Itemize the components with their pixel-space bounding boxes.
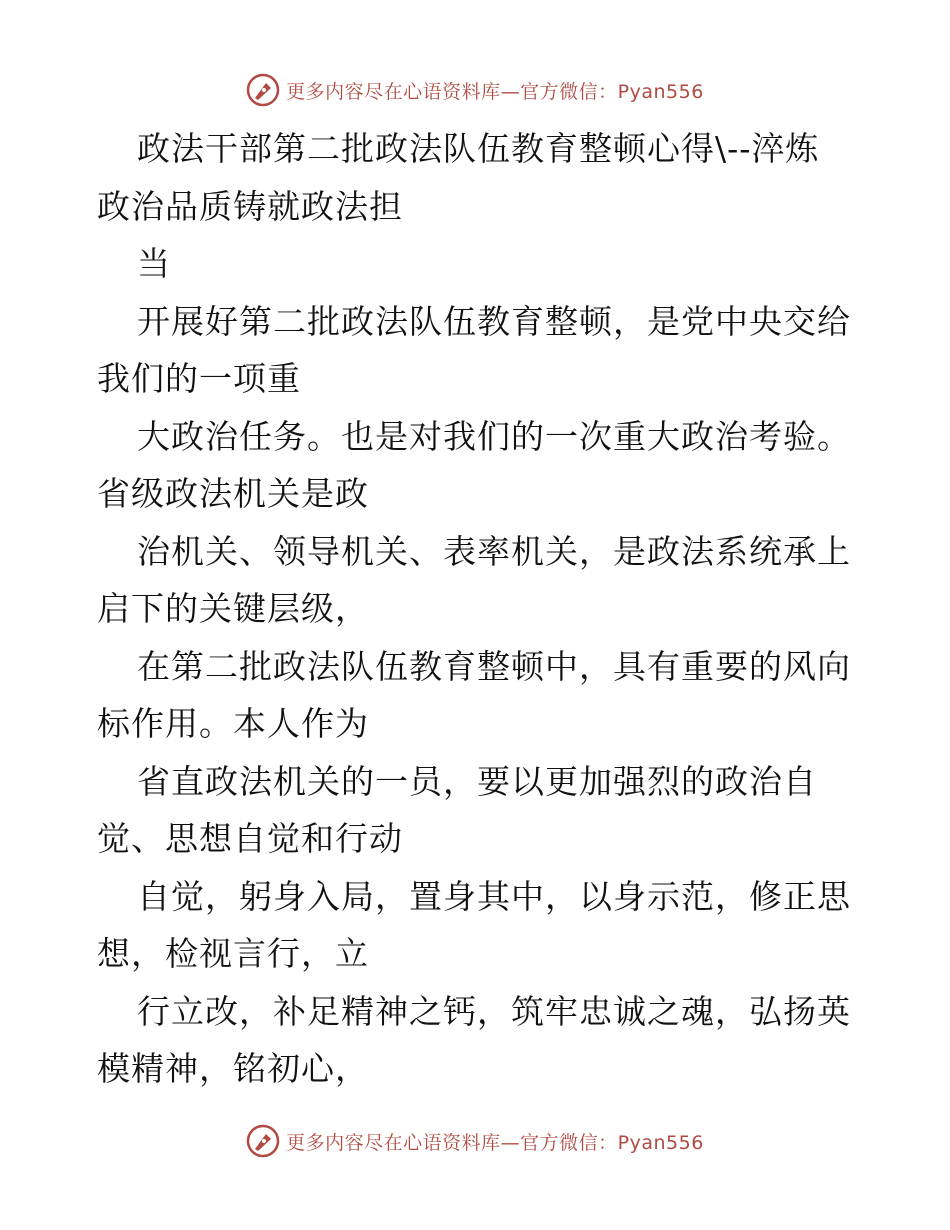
doc-line: 我们的一项重 bbox=[97, 359, 301, 398]
doc-line: 治机关、领导机关、表率机关，是政法系统承上 bbox=[137, 531, 851, 571]
header-banner-handle: Pyan556 bbox=[617, 80, 704, 103]
doc-line: 开展好第二批政法队伍教育整顿，是党中央交给 bbox=[137, 301, 851, 341]
doc-line: 启下的关键层级， bbox=[97, 589, 369, 628]
doc-line: 省直政法机关的一员，要以更加强烈的政治自 bbox=[137, 761, 817, 801]
pen-nib-logo-icon bbox=[246, 73, 280, 107]
doc-line: 政法干部第二批政法队伍教育整顿心得\--淬炼 bbox=[137, 129, 820, 168]
header-banner bbox=[0, 70, 950, 110]
footer-banner bbox=[0, 1121, 950, 1161]
doc-line: 行立改，补足精神之钙，筑牢忠诚之魂，弘扬英 bbox=[137, 991, 851, 1031]
footer-banner-text bbox=[286, 1128, 704, 1155]
doc-line: 模精神，铭初心， bbox=[97, 1049, 369, 1088]
doc-line: 省级政法机关是政 bbox=[97, 474, 369, 513]
doc-line: 政治品质铸就政法担 bbox=[97, 186, 403, 226]
doc-line: 觉、思想自觉和行动 bbox=[97, 819, 403, 858]
header-banner-label: 更多内容尽在心语资料库—官方微信： bbox=[286, 80, 618, 103]
pen-nib-logo-icon bbox=[246, 1124, 280, 1158]
footer-banner-label: 更多内容尽在心语资料库—官方微信： bbox=[286, 1131, 618, 1154]
document-body bbox=[97, 120, 867, 1098]
doc-line: 在第二批政法队伍教育整顿中，具有重要的风向 bbox=[137, 646, 851, 686]
footer-banner-handle: Pyan556 bbox=[617, 1131, 704, 1154]
doc-line: 想，检视言行，立 bbox=[97, 934, 369, 973]
doc-line: 当 bbox=[137, 244, 171, 283]
doc-line: 自觉，躬身入局，置身其中，以身示范，修正思 bbox=[137, 876, 851, 916]
header-banner-text bbox=[286, 77, 704, 104]
doc-line: 标作用。本人作为 bbox=[97, 704, 369, 743]
doc-line: 大政治任务。也是对我们的一次重大政治考验。 bbox=[137, 416, 851, 456]
